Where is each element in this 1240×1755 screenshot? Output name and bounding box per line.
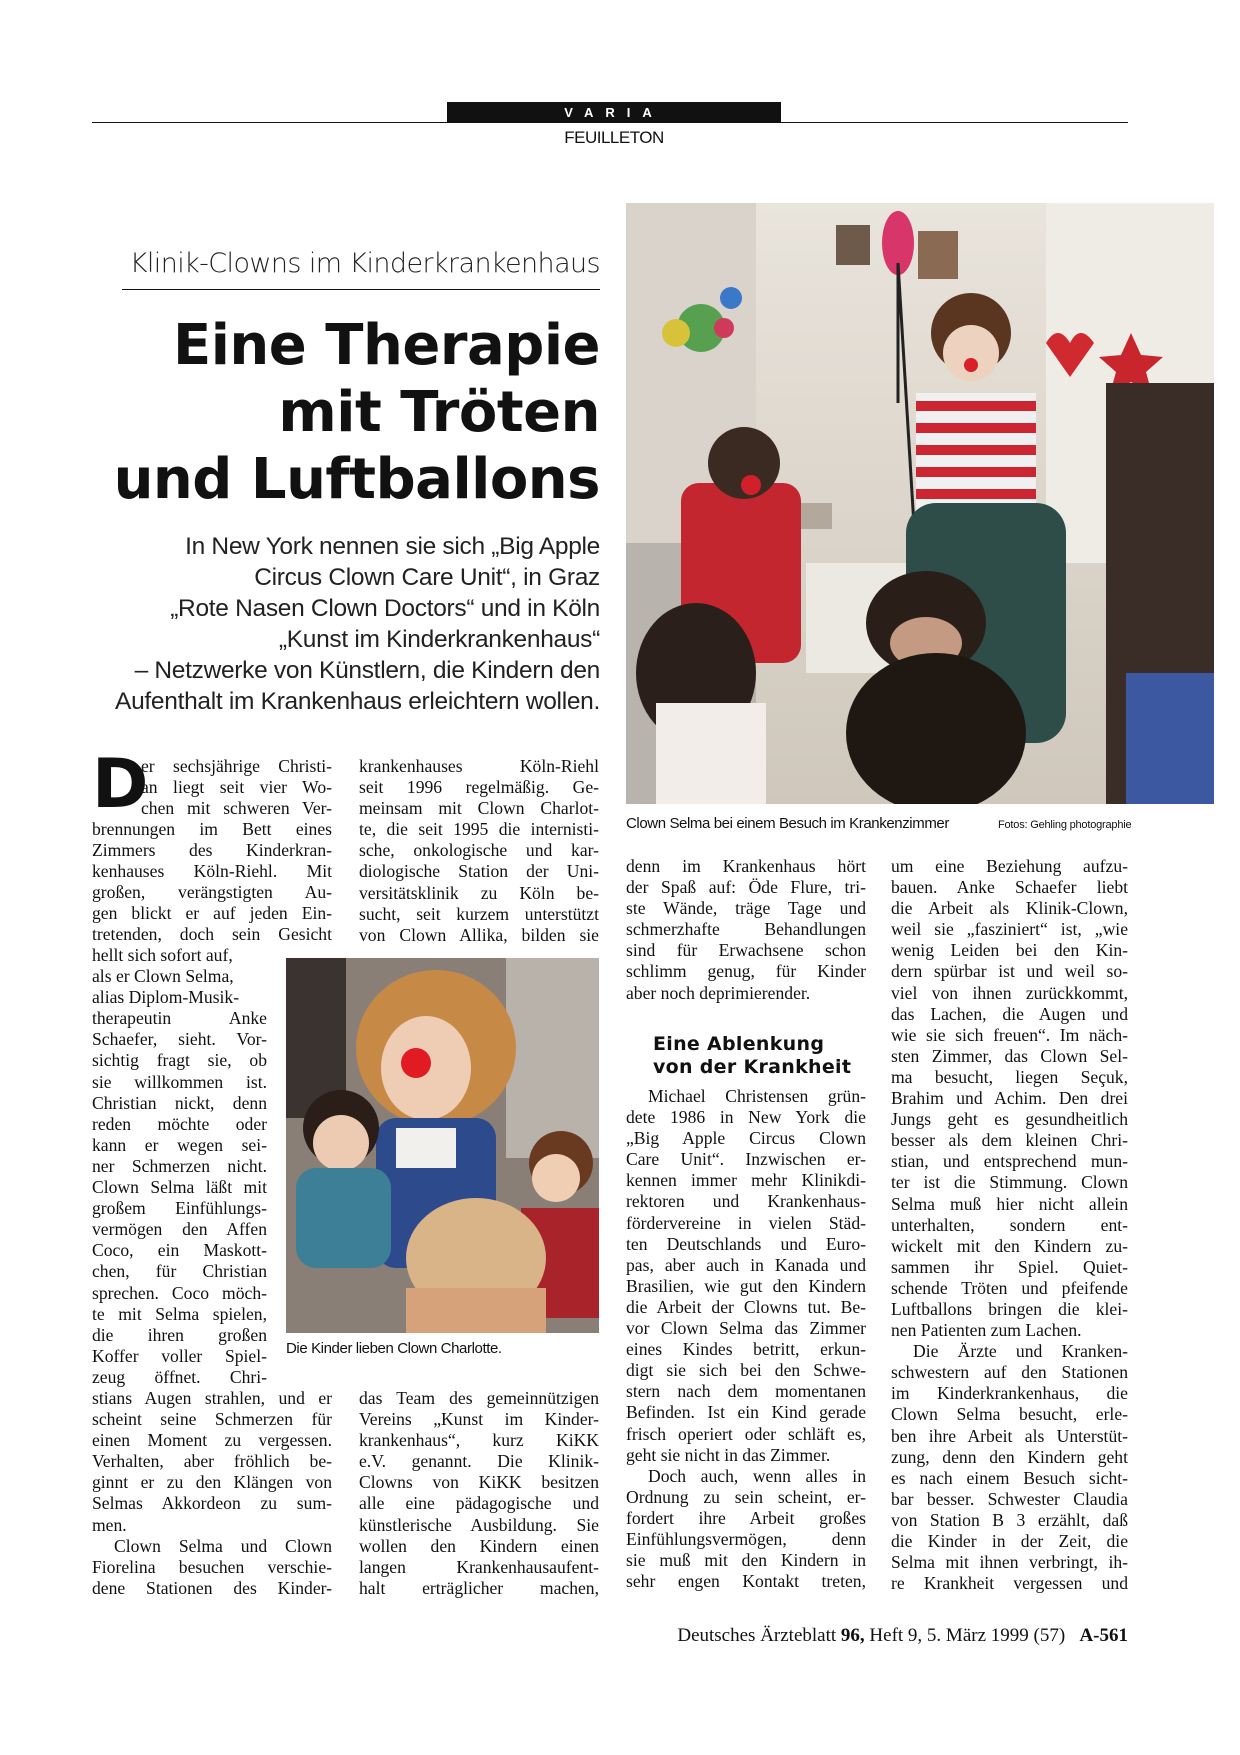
lead-line: „Kunst im Kinderkrankenhaus“ (278, 626, 600, 653)
text-line: frisch operiert oder schläft es, (626, 1423, 866, 1444)
text-line: Befinden. Ist ein Kind gerade (626, 1402, 866, 1423)
text-line: alias Diplom-Musik- (92, 987, 240, 1008)
body-column (626, 1086, 866, 1592)
text-line: Selmas Akkordeon zu sum- (92, 1493, 332, 1514)
text-line: vermögen den Affen (92, 1219, 267, 1240)
text-line: Clowns von KiKK besitzen (359, 1472, 599, 1493)
text-line: chen, für Christian (92, 1261, 267, 1282)
text-line: nen Patienten zum Lachen. (891, 1320, 1082, 1341)
text-line: Brasilien, wie gut den Kindern (626, 1275, 866, 1296)
photo-credit: Fotos: Gehling photographie (998, 819, 1132, 831)
text-line: schwestern auf den Stationen (891, 1362, 1128, 1383)
text-line: sten Zimmer, das Clown Sel- (891, 1045, 1128, 1066)
text-line: kenhauses Köln-Riehl. Mit (92, 861, 332, 882)
subsection-label: FEUILLETON (564, 128, 664, 147)
text-line: brennungen im Bett eines (92, 819, 332, 839)
text-line: Michael Christensen grün- (648, 1086, 866, 1106)
text-line: ben ihre Arbeit als Unterstüt- (891, 1425, 1128, 1446)
text-line: Selma muß hier nicht allein (891, 1193, 1128, 1214)
text-line: ginnt er zu den Klängen von (92, 1472, 332, 1493)
text-line: um eine Beziehung aufzu- (891, 856, 1128, 876)
journal-volume: 96, (840, 1625, 865, 1646)
subhead-line: Eine Ablenkung (653, 1033, 825, 1055)
text-line: es nach einem Besuch sicht- (891, 1467, 1128, 1488)
text-line: Schaefer, sieht. Vor- (92, 1029, 267, 1050)
text-line: wie sie sich freuen“. Im näch- (891, 1024, 1128, 1045)
text-line: Clown Selma läßt mit (92, 1177, 267, 1198)
text-line: sprechen. Coco möch- (92, 1282, 267, 1303)
text-line: eines Kindes betritt, erkun- (626, 1339, 866, 1360)
text-line: chen mit schweren Ver- (141, 798, 332, 819)
body-column (891, 856, 1128, 1594)
journal-issue: Heft 9, 5. März 1999 (57) (869, 1625, 1066, 1646)
text-line: Koffer voller Spiel- (92, 1345, 267, 1366)
text-line: wickelt mit den Kindern zu- (891, 1235, 1128, 1256)
text-line: stern nach dem momentanen (626, 1381, 866, 1402)
text-line: hellt sich sofort auf, (92, 945, 233, 965)
text-line: Einfühlungsvermögen, denn (626, 1528, 866, 1549)
text-line: e.V. genannt. Die Klinik- (359, 1451, 599, 1472)
text-line: Vereins „Kunst im Kinder- (359, 1409, 599, 1430)
text-line: denn im Krankenhaus hört (626, 856, 866, 876)
lead-line: In New York nennen sie sich „Big Apple (185, 533, 600, 560)
text-line: sie muß mit den Kindern in (626, 1550, 866, 1571)
body-column (626, 856, 866, 1004)
article-lead (92, 531, 600, 717)
body-column (141, 756, 332, 819)
page-number: A-561 (1079, 1625, 1128, 1646)
text-line: sichtig fragt sie, ob (92, 1050, 267, 1071)
text-line: die Arbeit der Clowns tut. Be- (626, 1296, 866, 1317)
text-line: von Clown Allika, bilden sie (359, 924, 599, 945)
text-line: Luftballons bringen die klei- (891, 1298, 1128, 1319)
header-rule (92, 122, 1128, 123)
text-line: therapeutin Anke (92, 1008, 267, 1029)
text-line: weil sie „fasziniert“ ist, „wie (891, 919, 1128, 940)
text-line: schlimm genug, für Kinder (626, 961, 866, 982)
lead-line: Circus Clown Care Unit“, in Graz (254, 564, 600, 591)
text-line: einen Moment zu vergessen. (92, 1430, 332, 1451)
text-line: kann er wegen sei- (92, 1134, 267, 1155)
text-line: sind für Erwachsene schon (626, 940, 866, 961)
text-line: er sechsjährige Christi- (141, 756, 332, 776)
text-line: schmerzhafte Behandlungen (626, 919, 866, 940)
text-line: die Kinder in der Zeit, die (891, 1531, 1128, 1551)
subhead-line: von der Krankheit (653, 1056, 852, 1078)
text-line: Clown Selma und Clown (114, 1535, 332, 1556)
text-line: meinsam mit Clown Charlot- (359, 798, 599, 819)
kicker-rule (122, 289, 600, 290)
text-line: Die Ärzte und Kranken- (913, 1341, 1128, 1362)
text-line: Christian nickt, denn (92, 1092, 267, 1113)
photo-caption: Clown Selma bei einem Besuch im Krankenzimmer (626, 815, 949, 832)
text-line: alle eine pädagogische und (359, 1493, 599, 1514)
text-line: bar besser. Schwester Claudia (891, 1488, 1128, 1509)
article-headline (92, 312, 600, 513)
text-line: dern spürbar ist und weil so- (891, 961, 1128, 982)
text-line: sucht, seit kurzem unterstützt (359, 903, 599, 924)
text-line: Clown Selma besucht, erle- (891, 1404, 1128, 1425)
article-kicker: Klinik-Clowns im Kinderkrankenhaus (129, 248, 600, 279)
text-line: fördervereine in vielen Städ- (626, 1212, 866, 1233)
text-line: „Big Apple Circus Clown (626, 1128, 866, 1149)
headline-line: und Luftballons (113, 447, 600, 512)
text-line: als er Clown Selma, (92, 966, 234, 987)
text-line: re Krankheit vergessen und (891, 1573, 1128, 1594)
text-line: die Arbeit als Klinik-Clown, (891, 898, 1128, 919)
text-line: kennen immer mehr Klinikdi- (626, 1170, 866, 1191)
text-line: Coco, ein Maskott- (92, 1240, 267, 1261)
text-line: reden möchte oder (92, 1113, 267, 1134)
text-line: aber noch deprimierender. (626, 982, 811, 1003)
text-line: te mit Selma spielen, (92, 1303, 267, 1324)
text-line: Jungs geht es gesundheitlich (891, 1109, 1128, 1130)
text-line: langen Krankenhausaufent- (359, 1556, 599, 1577)
text-line: Zimmers des Kinderkran- (92, 840, 332, 861)
text-line: sammen ihr Spiel. Quiet- (891, 1256, 1128, 1277)
text-line: tretenden, doch sein Gesicht (92, 924, 332, 945)
text-line: versitätsklinik zu Köln be- (359, 882, 599, 903)
body-column (359, 1388, 599, 1599)
body-column (92, 819, 332, 946)
drop-cap: D (92, 745, 149, 824)
headline-line: Eine Therapie (172, 313, 600, 378)
text-line: großem Einfühlungs- (92, 1198, 267, 1219)
text-line: ter ist die Stimmung. Clown (891, 1172, 1128, 1193)
text-line: das Team des gemeinnützigen (359, 1388, 599, 1408)
text-line: wenig Leiden bei den Kin- (891, 940, 1128, 961)
text-line: sie willkommen ist. (92, 1071, 267, 1092)
text-line: Ordnung zu sein scheint, er- (626, 1486, 866, 1507)
text-line: men. (92, 1514, 127, 1535)
text-line: dene Stationen des Kinder- (92, 1577, 332, 1598)
text-line: zung, denn den Kindern geht (891, 1446, 1128, 1467)
lead-line: Aufenthalt im Krankenhaus erleichtern wollen. (115, 688, 600, 715)
text-line: Selma mit ihnen verbringt, ih- (891, 1552, 1128, 1573)
text-line: ner Schmerzen nicht. (92, 1155, 267, 1176)
text-line: besser als dem kleinen Chri- (891, 1130, 1128, 1151)
text-line: schende Tröten und pfeifende (891, 1277, 1128, 1298)
text-line: rektoren und Krankenhaus- (626, 1191, 866, 1212)
text-line: großen, verängstigten Au- (92, 882, 332, 903)
text-line: halt erträglicher machen, (359, 1577, 599, 1598)
section-label: VARIA (447, 102, 781, 123)
text-line: Verhalten, aber fröhlich be- (92, 1451, 332, 1472)
photo-clown-hospital-room (626, 203, 1214, 804)
text-line: fordert ihre Arbeit großes (626, 1507, 866, 1528)
text-line: an liegt seit vier Wo- (141, 777, 332, 798)
section-subhead (653, 1033, 868, 1079)
photo-clown-charlotte-children (286, 958, 599, 1333)
text-line: unterhalten, sondern ent- (891, 1214, 1128, 1235)
text-line: sehr engen Kontakt treten, (626, 1571, 866, 1592)
text-line: die ihren großen (92, 1324, 267, 1345)
text-line: der Spaß auf: Öde Flure, tri- (626, 877, 866, 898)
text-line: von Station B 3 erzählt, daß (891, 1509, 1128, 1530)
text-line: Fiorelina besuchen verschie- (92, 1556, 332, 1577)
text-line: dete 1986 in New York die (626, 1107, 866, 1128)
text-line: wollen den Kindern einen (359, 1535, 599, 1556)
lead-line: „Rote Nasen Clown Doctors“ und in Köln (170, 595, 600, 622)
text-line: ten Deutschlands und Euro- (626, 1233, 866, 1254)
body-column (92, 945, 267, 1388)
lead-line: – Netzwerke von Künstlern, die Kindern den (134, 657, 600, 684)
text-line: gen blickt er auf jeden Ein- (92, 903, 332, 924)
page-footer (640, 1625, 1128, 1647)
body-column (92, 1388, 332, 1599)
journal-name: Deutsches Ärzteblatt (677, 1625, 837, 1646)
text-line: ma besucht, liegen Seçuk, (891, 1066, 1128, 1087)
text-line: sche, onkologische und kar- (359, 840, 599, 861)
text-line: ste Wände, träge Tage und (626, 898, 866, 919)
text-line: zeug öffnet. Chri- (92, 1366, 267, 1387)
text-line: digt sie sich bei den Schwe- (626, 1360, 866, 1381)
text-line: vor Clown Selma das Zimmer (626, 1318, 866, 1339)
text-line: im Kinderkrankenhaus, die (891, 1383, 1128, 1404)
text-line: stian, und entsprechend mun- (891, 1151, 1128, 1172)
text-line: diologische Station der Uni- (359, 861, 599, 882)
body-column (359, 756, 599, 946)
text-line: seit 1996 regelmäßig. Ge- (359, 777, 599, 798)
text-line: bauen. Anke Schaefer liebt (891, 877, 1128, 898)
text-line: künstlerische Ausbildung. Sie (359, 1514, 599, 1535)
photo-caption: Die Kinder lieben Clown Charlotte. (286, 1340, 502, 1357)
text-line: das Lachen, die Augen und (891, 1003, 1128, 1024)
headline-line: mit Tröten (278, 380, 600, 445)
text-line: krankenhauses Köln-Riehl (359, 756, 599, 776)
text-line: krankenhaus“, kurz KiKK (359, 1430, 599, 1451)
text-line: viel von ihnen zurückkommt, (891, 982, 1128, 1003)
text-line: Brahim und Achim. Den drei (891, 1088, 1128, 1109)
text-line: pas, aber auch in Kanada und (626, 1254, 866, 1275)
text-line: stians Augen strahlen, und er (92, 1388, 332, 1408)
text-line: te, die seit 1995 die internisti- (359, 819, 599, 840)
text-line: Care Unit“. Inzwischen er- (626, 1149, 866, 1170)
text-line: scheint seine Schmerzen für (92, 1409, 332, 1430)
text-line: Doch auch, wenn alles in (648, 1465, 866, 1486)
text-line: geht sie nicht in das Zimmer. (626, 1444, 831, 1465)
